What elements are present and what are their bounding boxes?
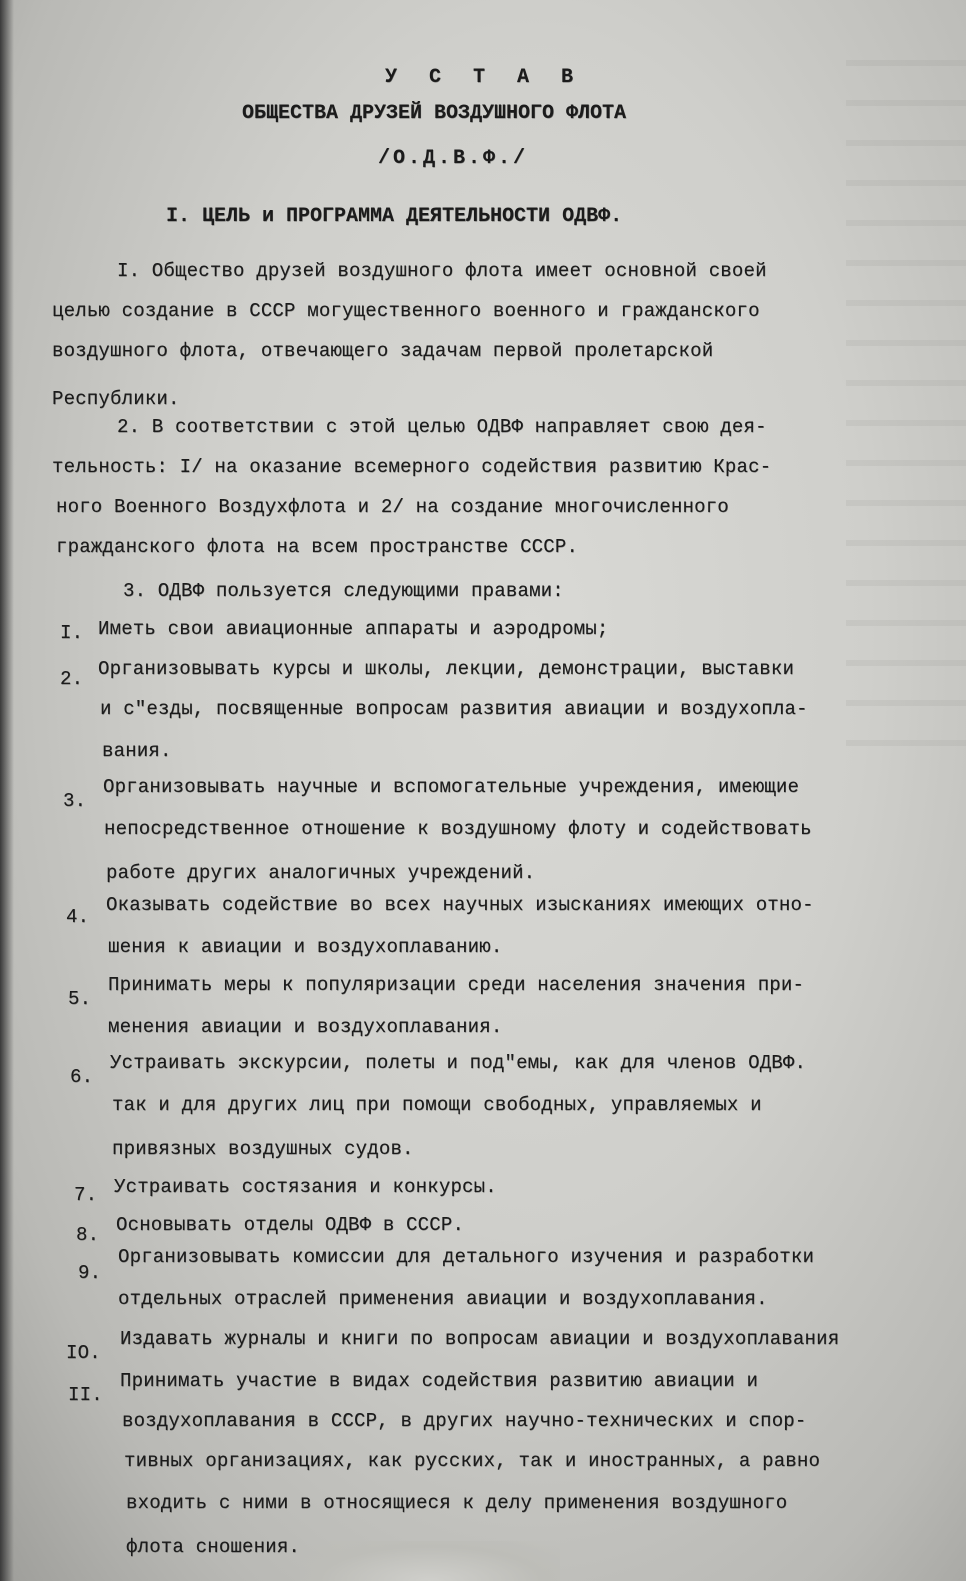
torn-bottom-edge	[300, 1541, 560, 1581]
list-item-line: шения к авиации и воздухоплаванию.	[108, 936, 503, 958]
reverse-side-bleed	[846, 60, 966, 760]
paragraph-line: тельность: I/ на оказание всемерного содействия развитию Крас-	[52, 456, 772, 478]
paragraph-line: гражданского флота на всем пространстве СССР.	[56, 536, 579, 558]
paragraph-line: 3. ОДВФ пользуется следующими правами:	[123, 580, 564, 602]
list-item-line: привязных воздушных судов.	[112, 1138, 414, 1160]
list-item-line: вания.	[102, 740, 172, 762]
list-item-line: Устраивать экскурсии, полеты и под"емы, как для членов ОДВФ.	[110, 1052, 807, 1074]
list-item-number: 3.	[63, 790, 87, 812]
paragraph-line: ного Военного Воздухфлота и 2/ на создание многочисленного	[56, 496, 729, 518]
list-item-number: 5.	[68, 988, 92, 1010]
section-heading: I. ЦЕЛЬ и ПРОГРАММА ДЕЯТЕЛЬНОСТИ ОДВФ.	[166, 205, 623, 228]
paragraph-line: I. Общество друзей воздушного флота имеет основной своей	[117, 260, 767, 282]
list-item-line: воздухоплавания в СССР, в других научно-технических и спор-	[122, 1410, 807, 1432]
paragraph-line: воздушного флота, отвечающего задачам первой пролетарской	[52, 340, 714, 362]
list-item-line: тивных организациях, как русских, так и иностранных, а равно	[124, 1450, 821, 1472]
list-item-line: и с"езды, посвященные вопросам развития авиации и воздухопла-	[100, 698, 808, 720]
paragraph-line: 2. В соответствии с этой целью ОДВФ направляет свою дея-	[117, 416, 767, 438]
paragraph-line: целью создание в СССР могущественного военного и гражданского	[52, 300, 760, 322]
page-edge-shadow	[0, 0, 14, 1581]
list-item-line: отдельных отраслей применения авиации и воздухоплавания.	[118, 1288, 768, 1310]
list-item-number: 4.	[66, 906, 90, 928]
list-item-line: Организовывать комиссии для детального изучения и разработки	[118, 1246, 815, 1268]
list-item-line: Иметь свои авиационные аппараты и аэродромы;	[98, 618, 609, 640]
list-item-line: Организовывать научные и вспомогательные учреждения, имеющие	[103, 776, 800, 798]
list-item-line: Устраивать состязания и конкурсы.	[114, 1176, 497, 1198]
list-item-line: непосредственное отношение к воздушному флоту и содействовать	[104, 818, 812, 840]
list-item-number: II.	[68, 1384, 103, 1406]
list-item-line: Организовывать курсы и школы, лекции, демонстрации, выставки	[98, 658, 795, 680]
list-item-number: 9.	[78, 1262, 102, 1284]
list-item-line: Оказывать содействие во всех научных изысканиях имеющих отно-	[106, 894, 814, 916]
list-item-line: входить с ними в относящиеся к делу применения воздушного	[126, 1492, 788, 1514]
list-item-number: 8.	[76, 1224, 100, 1246]
paragraph-line: Республики.	[52, 388, 180, 410]
list-item-line: Принимать участие в видах содействия развитию авиации и	[120, 1370, 759, 1392]
list-item-number: 7.	[74, 1184, 98, 1206]
document-title: У С Т А В	[385, 66, 584, 89]
list-item-line: работе других аналогичных учреждений.	[106, 862, 536, 884]
list-item-line: Принимать меры к популяризации среди населения значения при-	[108, 974, 805, 996]
list-item-number: 2.	[60, 668, 84, 690]
list-item-number: IO.	[66, 1342, 101, 1364]
list-item-line: Основывать отделы ОДВФ в СССР.	[116, 1214, 465, 1236]
list-item-number: I.	[60, 622, 84, 644]
list-item-line: флота сношения.	[126, 1536, 301, 1558]
list-item-line: Издавать журналы и книги по вопросам авиации и воздухоплавания	[120, 1328, 840, 1350]
list-item-number: 6.	[70, 1066, 94, 1088]
document-abbreviation: /О.Д.В.Ф./	[378, 147, 529, 170]
document-subtitle: ОБЩЕСТВА ДРУЗЕЙ ВОЗДУШНОГО ФЛОТА	[242, 102, 627, 125]
list-item-line: менения авиации и воздухоплавания.	[108, 1016, 503, 1038]
list-item-line: так и для других лиц при помощи свободных, управляемых и	[112, 1094, 762, 1116]
